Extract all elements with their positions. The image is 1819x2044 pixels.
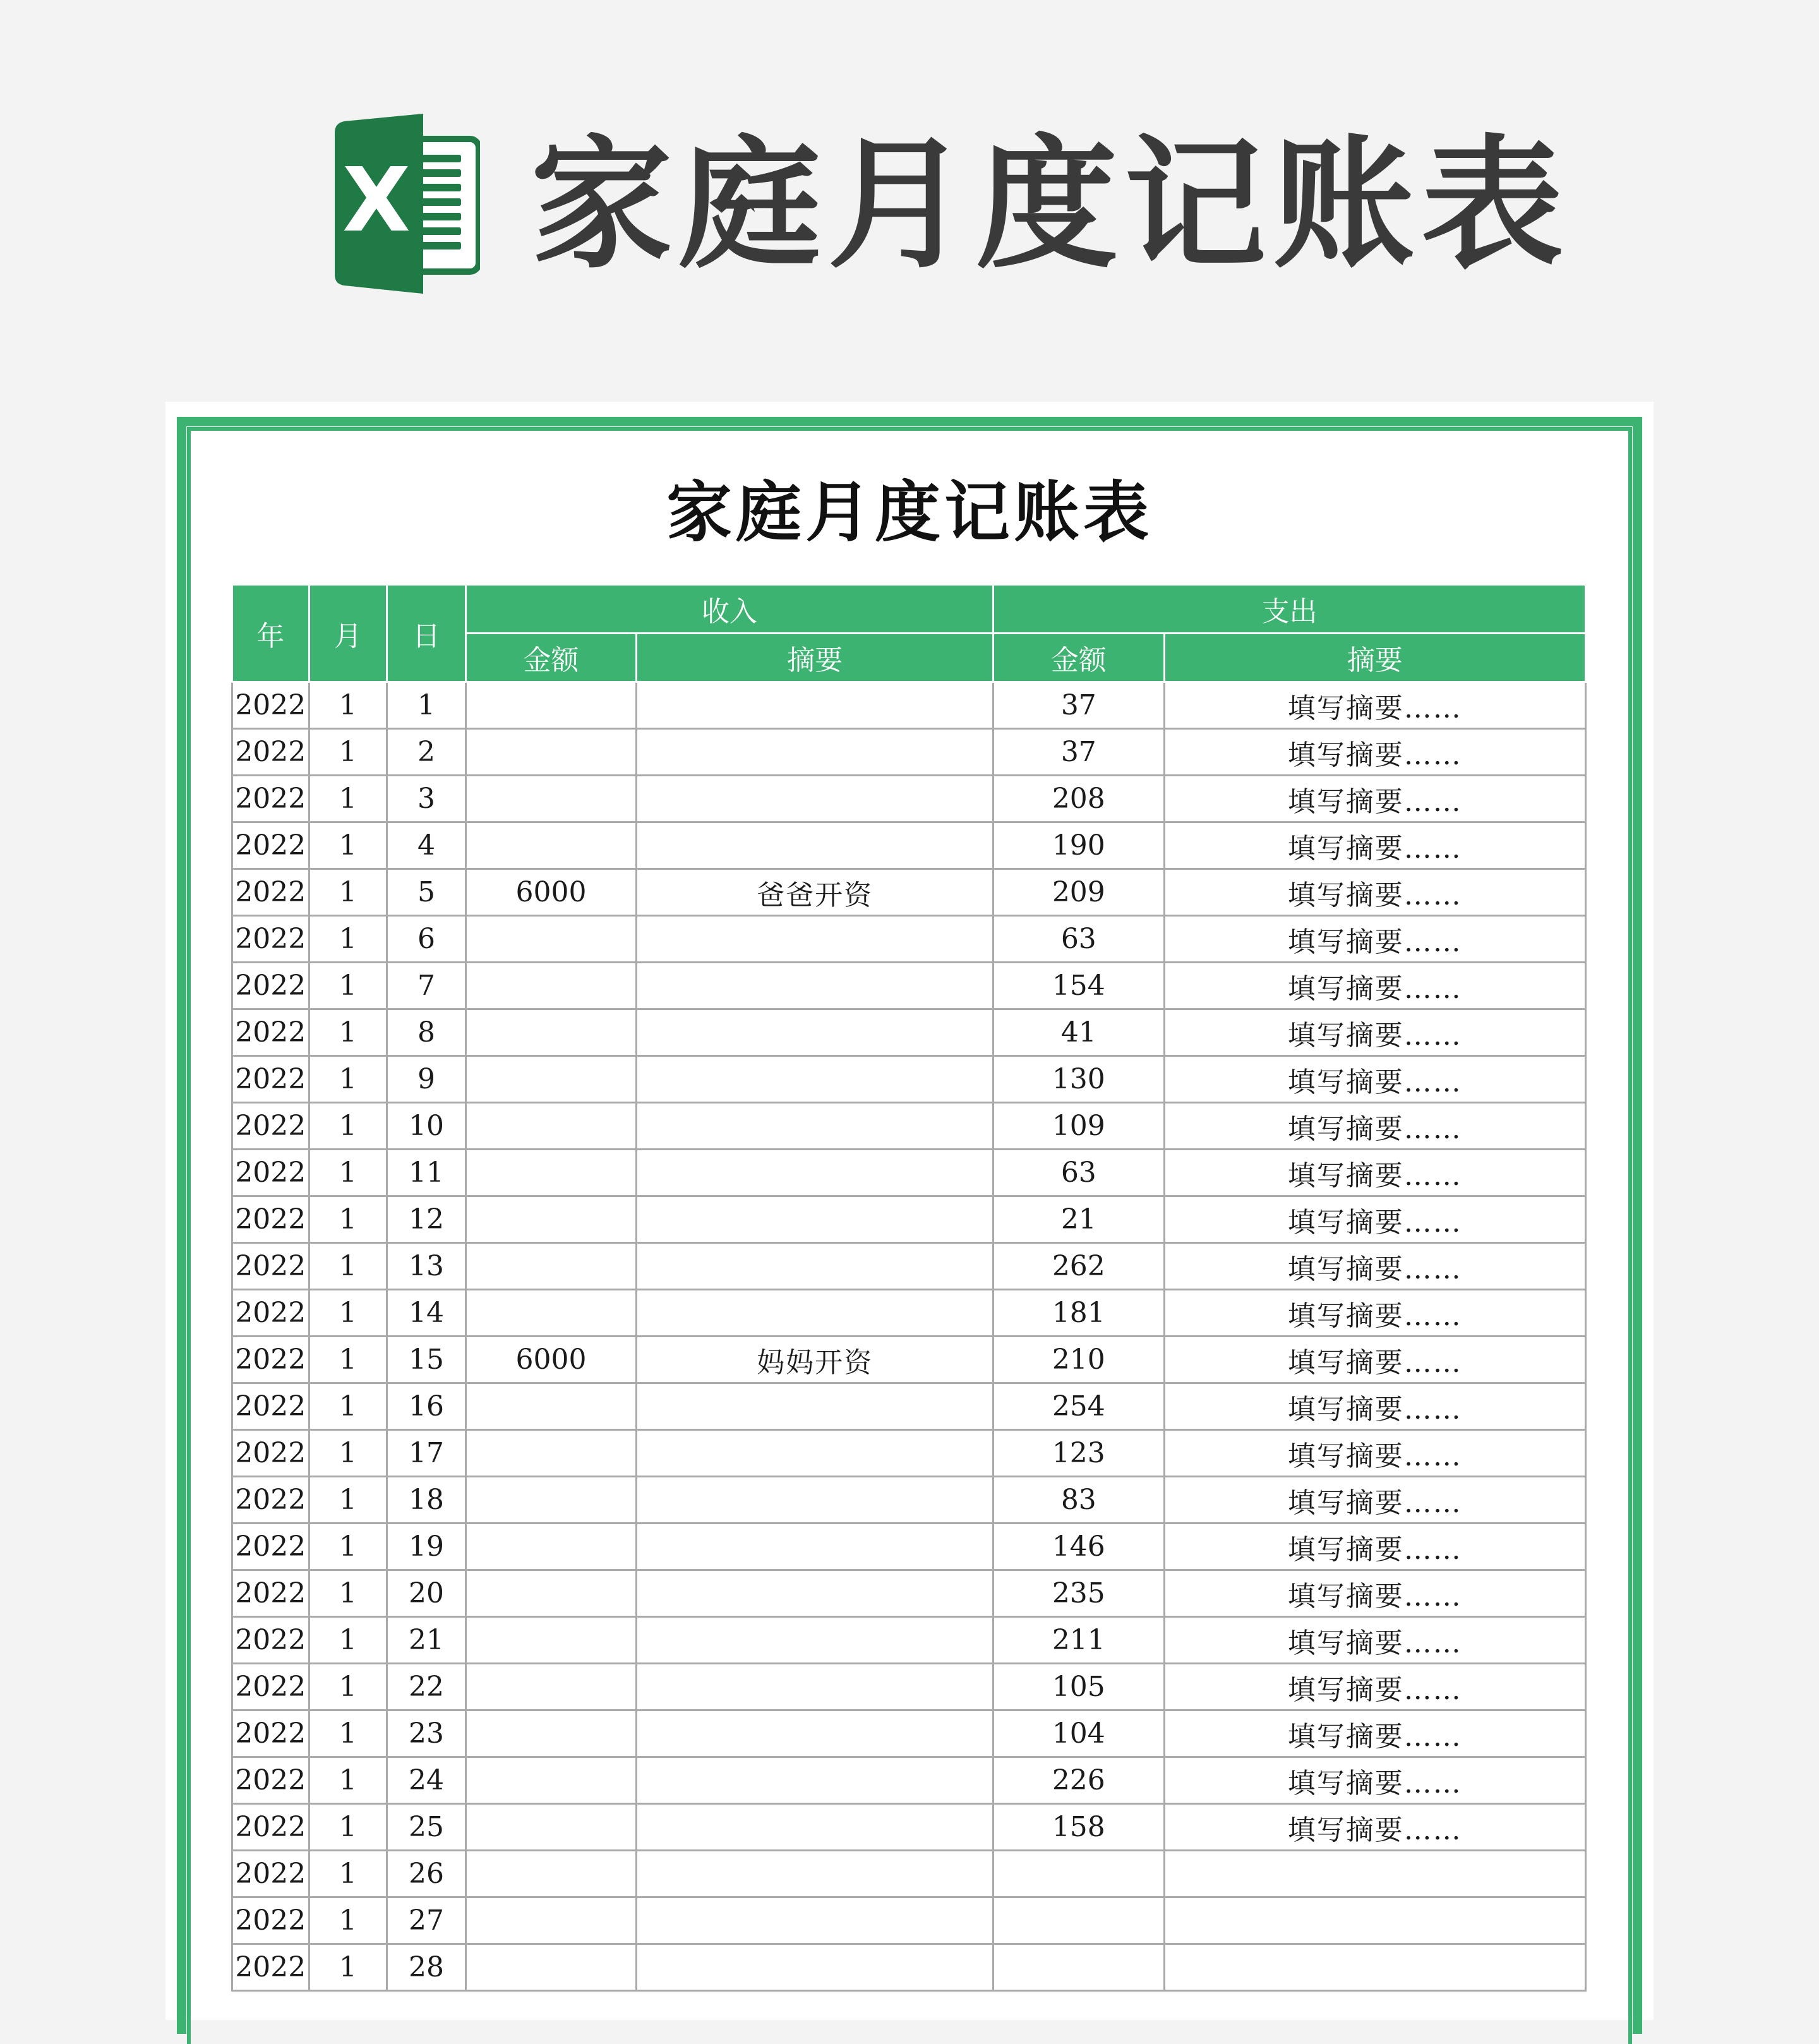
cell-expense-summary[interactable]: 填写摘要…… [1164,1430,1586,1477]
cell-day[interactable]: 2 [387,729,466,776]
cell-income-amount[interactable] [465,1664,636,1710]
cell-income-summary[interactable] [637,1009,994,1056]
cell-expense-summary[interactable]: 填写摘要…… [1164,1524,1586,1570]
cell-expense-amount[interactable]: 262 [994,1243,1164,1290]
cell-income-summary[interactable] [637,1617,994,1664]
cell-expense-amount[interactable]: 130 [994,1056,1164,1103]
table-row [232,1524,1586,1570]
table-row [232,1009,1586,1056]
cell-expense-amount[interactable]: 211 [994,1617,1164,1664]
cell-day[interactable]: 18 [387,1477,466,1524]
cell-income-amount[interactable] [465,1243,636,1290]
table-row [232,1477,1586,1524]
cell-income-amount[interactable] [465,1150,636,1196]
cell-expense-summary[interactable]: 填写摘要…… [1164,1570,1586,1617]
table-row [232,1710,1586,1757]
cell-income-amount[interactable]: 6000 [465,869,636,916]
cell-year[interactable]: 2022 [232,1337,309,1383]
cell-year[interactable]: 2022 [232,1196,309,1243]
cell-expense-summary[interactable]: 填写摘要…… [1164,1757,1586,1804]
cell-expense-amount[interactable]: 63 [994,1150,1164,1196]
cell-month[interactable]: 1 [309,1524,387,1570]
cell-expense-summary[interactable]: 填写摘要…… [1164,1243,1586,1290]
header-month: 月 [309,585,387,682]
cell-income-amount[interactable] [465,1617,636,1664]
cell-expense-amount[interactable]: 109 [994,1103,1164,1150]
cell-expense-amount[interactable]: 235 [994,1570,1164,1617]
table-row [232,1056,1586,1103]
cell-month[interactable]: 1 [309,1430,387,1477]
cell-income-summary[interactable] [637,1804,994,1851]
cell-income-amount[interactable] [465,822,636,869]
cell-income-amount[interactable] [465,1897,636,1944]
cell-income-summary[interactable] [637,963,994,1009]
cell-income-amount[interactable] [465,1477,636,1524]
cell-year[interactable]: 2022 [232,682,309,729]
cell-expense-summary[interactable]: 填写摘要…… [1164,1150,1586,1196]
cell-expense-amount[interactable]: 63 [994,916,1164,963]
cell-expense-summary[interactable]: 填写摘要…… [1164,1617,1586,1664]
cell-income-amount[interactable] [465,1383,636,1430]
table-row [232,869,1586,916]
cell-year[interactable]: 2022 [232,1056,309,1103]
cell-day[interactable]: 20 [387,1570,466,1617]
cell-expense-summary[interactable]: 填写摘要…… [1164,1337,1586,1383]
cell-income-amount[interactable] [465,1290,636,1337]
cell-year[interactable]: 2022 [232,1851,309,1897]
table-row [232,1337,1586,1383]
cell-expense-summary[interactable]: 填写摘要…… [1164,1710,1586,1757]
cell-day[interactable]: 5 [387,869,466,916]
cell-income-amount[interactable] [465,963,636,1009]
cell-income-summary[interactable] [637,822,994,869]
cell-income-summary[interactable] [637,729,994,776]
cell-expense-amount[interactable]: 208 [994,776,1164,822]
cell-income-summary[interactable] [637,1196,994,1243]
cell-expense-summary[interactable]: 填写摘要…… [1164,1477,1586,1524]
cell-month[interactable]: 1 [309,963,387,1009]
cell-year[interactable]: 2022 [232,1243,309,1290]
cell-income-amount[interactable] [465,1570,636,1617]
cell-expense-summary[interactable]: 填写摘要…… [1164,1196,1586,1243]
cell-income-summary[interactable] [637,1524,994,1570]
table-row [232,1570,1586,1617]
cell-day[interactable]: 28 [387,1944,466,1991]
sheet-title: 家庭月度记账表 [666,474,1153,551]
cell-day[interactable]: 23 [387,1710,466,1757]
cell-expense-amount[interactable]: 123 [994,1430,1164,1477]
cell-month[interactable]: 1 [309,1944,387,1991]
cell-expense-amount[interactable] [994,1897,1164,1944]
cell-year[interactable]: 2022 [232,869,309,916]
cell-year[interactable]: 2022 [232,1290,309,1337]
cell-day[interactable]: 6 [387,916,466,963]
cell-day[interactable]: 15 [387,1337,466,1383]
cell-expense-amount[interactable]: 210 [994,1337,1164,1383]
cell-day[interactable]: 13 [387,1243,466,1290]
cell-expense-amount[interactable]: 37 [994,682,1164,729]
cell-year[interactable]: 2022 [232,1570,309,1617]
cell-income-amount[interactable] [465,1757,636,1804]
cell-year[interactable]: 2022 [232,1804,309,1851]
cell-income-summary[interactable] [637,682,994,729]
page-header [0,0,1819,392]
cell-day[interactable]: 27 [387,1897,466,1944]
cell-month[interactable]: 1 [309,1103,387,1150]
cell-income-amount[interactable] [465,1196,636,1243]
cell-month[interactable]: 1 [309,1757,387,1804]
table-row [232,916,1586,963]
cell-income-summary[interactable] [637,1430,994,1477]
cell-income-summary[interactable] [637,1851,994,1897]
excel-icon [335,114,480,294]
cell-month[interactable]: 1 [309,1477,387,1524]
cell-month[interactable]: 1 [309,1337,387,1383]
cell-income-amount[interactable] [465,776,636,822]
cell-month[interactable]: 1 [309,682,387,729]
cell-day[interactable]: 22 [387,1664,466,1710]
cell-income-amount[interactable] [465,1851,636,1897]
cell-income-summary[interactable] [637,1710,994,1757]
cell-year[interactable]: 2022 [232,1617,309,1664]
cell-year[interactable]: 2022 [232,729,309,776]
cell-day[interactable]: 17 [387,1430,466,1477]
cell-day[interactable]: 26 [387,1851,466,1897]
cell-year[interactable]: 2022 [232,1430,309,1477]
cell-month[interactable]: 1 [309,916,387,963]
cell-income-amount[interactable] [465,916,636,963]
header-income: 收入 [465,585,993,634]
table-row [232,1150,1586,1196]
cell-year[interactable]: 2022 [232,1150,309,1196]
cell-income-summary[interactable] [637,1056,994,1103]
cell-expense-summary[interactable]: 填写摘要…… [1164,1290,1586,1337]
header-day: 日 [387,585,466,682]
cell-income-amount[interactable] [465,1804,636,1851]
table-row [232,1851,1586,1897]
ledger-body [232,682,1586,1991]
cell-expense-amount[interactable]: 83 [994,1477,1164,1524]
cell-day[interactable]: 25 [387,1804,466,1851]
cell-expense-amount[interactable]: 181 [994,1290,1164,1337]
cell-income-summary[interactable] [637,1757,994,1804]
cell-year[interactable]: 2022 [232,1103,309,1150]
cell-income-amount[interactable] [465,1009,636,1056]
spreadsheet-card [165,402,1654,2020]
cell-expense-summary[interactable]: 填写摘要…… [1164,1009,1586,1056]
ledger-table [231,584,1587,1992]
cell-income-amount[interactable] [465,1944,636,1991]
cell-expense-amount[interactable]: 37 [994,729,1164,776]
cell-income-amount[interactable] [465,1710,636,1757]
cell-day[interactable]: 14 [387,1290,466,1337]
table-row [232,1757,1586,1804]
cell-year[interactable]: 2022 [232,1477,309,1524]
header-expense: 支出 [994,585,1586,634]
cell-income-summary[interactable] [637,1944,994,1991]
cell-expense-summary[interactable]: 填写摘要…… [1164,729,1586,776]
cell-day[interactable]: 19 [387,1524,466,1570]
cell-income-summary[interactable] [637,1290,994,1337]
cell-expense-amount[interactable]: 226 [994,1757,1164,1804]
cell-income-summary[interactable] [637,1897,994,1944]
cell-expense-amount[interactable]: 104 [994,1710,1164,1757]
cell-income-summary[interactable] [637,1664,994,1710]
cell-day[interactable]: 3 [387,776,466,822]
cell-day[interactable]: 21 [387,1617,466,1664]
cell-income-summary[interactable] [637,1243,994,1290]
cell-expense-amount[interactable]: 41 [994,1009,1164,1056]
cell-expense-summary[interactable]: 填写摘要…… [1164,916,1586,963]
header-income-summary: 摘要 [637,634,994,682]
header-income-amount: 金额 [465,634,636,682]
cell-day[interactable]: 9 [387,1056,466,1103]
cell-year[interactable]: 2022 [232,1710,309,1757]
table-row [232,822,1586,869]
table-row [232,1944,1586,1991]
cell-expense-amount[interactable]: 190 [994,822,1164,869]
cell-expense-summary[interactable]: 填写摘要…… [1164,822,1586,869]
table-row [232,963,1586,1009]
cell-expense-summary[interactable]: 填写摘要…… [1164,869,1586,916]
cell-expense-summary[interactable] [1164,1851,1586,1897]
cell-expense-amount[interactable]: 209 [994,869,1164,916]
cell-expense-amount[interactable] [994,1851,1164,1897]
cell-day[interactable]: 16 [387,1383,466,1430]
cell-year[interactable]: 2022 [232,1944,309,1991]
cell-month[interactable]: 1 [309,1290,387,1337]
table-row [232,729,1586,776]
cell-year[interactable]: 2022 [232,1897,309,1944]
cell-income-summary[interactable]: 妈妈开资 [637,1337,994,1383]
cell-expense-summary[interactable]: 填写摘要…… [1164,1103,1586,1150]
cell-month[interactable]: 1 [309,869,387,916]
cell-month[interactable]: 1 [309,1243,387,1290]
cell-income-summary[interactable] [637,1570,994,1617]
cell-expense-summary[interactable]: 填写摘要…… [1164,1056,1586,1103]
cell-day[interactable]: 24 [387,1757,466,1804]
cell-day[interactable]: 11 [387,1150,466,1196]
logo-letter: X [342,149,411,252]
table-row [232,1243,1586,1290]
cell-month[interactable]: 1 [309,1056,387,1103]
cell-year[interactable]: 2022 [232,1524,309,1570]
cell-income-summary[interactable] [637,1383,994,1430]
cell-month[interactable]: 1 [309,729,387,776]
cell-expense-summary[interactable] [1164,1944,1586,1991]
cell-expense-summary[interactable]: 填写摘要…… [1164,1664,1586,1710]
cell-income-amount[interactable] [465,1056,636,1103]
cell-expense-summary[interactable]: 填写摘要…… [1164,1804,1586,1851]
cell-expense-amount[interactable]: 105 [994,1664,1164,1710]
cell-day[interactable]: 1 [387,682,466,729]
cell-day[interactable]: 8 [387,1009,466,1056]
cell-expense-summary[interactable]: 填写摘要…… [1164,682,1586,729]
cell-expense-summary[interactable]: 填写摘要…… [1164,963,1586,1009]
cell-month[interactable]: 1 [309,1383,387,1430]
cell-expense-summary[interactable]: 填写摘要…… [1164,1383,1586,1430]
table-row [232,1804,1586,1851]
cell-month[interactable]: 1 [309,1617,387,1664]
cell-income-summary[interactable] [637,1477,994,1524]
cell-expense-amount[interactable]: 154 [994,963,1164,1009]
cell-income-summary[interactable] [637,916,994,963]
cell-month[interactable]: 1 [309,1196,387,1243]
cell-day[interactable]: 10 [387,1103,466,1150]
table-row [232,1290,1586,1337]
cell-month[interactable]: 1 [309,1009,387,1056]
cell-month[interactable]: 1 [309,1710,387,1757]
cell-income-amount[interactable] [465,1103,636,1150]
table-row [232,1103,1586,1150]
cell-income-amount[interactable] [465,729,636,776]
cell-income-amount[interactable] [465,1524,636,1570]
cell-expense-amount[interactable]: 254 [994,1383,1164,1430]
cell-income-amount[interactable]: 6000 [465,1337,636,1383]
table-row [232,1617,1586,1664]
cell-month[interactable]: 1 [309,1897,387,1944]
cell-income-summary[interactable] [637,1150,994,1196]
cell-year[interactable]: 2022 [232,822,309,869]
cell-income-amount[interactable] [465,1430,636,1477]
cell-expense-amount[interactable]: 146 [994,1524,1164,1570]
cell-expense-amount[interactable] [994,1944,1164,1991]
cell-month[interactable]: 1 [309,1664,387,1710]
header-expense-summary: 摘要 [1164,634,1586,682]
cell-income-summary[interactable] [637,1103,994,1150]
table-row [232,1196,1586,1243]
table-row [232,1664,1586,1710]
cell-expense-amount[interactable]: 158 [994,1804,1164,1851]
cell-year[interactable]: 2022 [232,776,309,822]
cell-year[interactable]: 2022 [232,1757,309,1804]
cell-day[interactable]: 4 [387,822,466,869]
cell-year[interactable]: 2022 [232,1383,309,1430]
page-title: 家庭月度记账表 [531,123,1570,288]
header-row-1 [232,585,1586,634]
table-row [232,1383,1586,1430]
table-row [232,776,1586,822]
cell-month[interactable]: 1 [309,1150,387,1196]
cell-month[interactable]: 1 [309,822,387,869]
cell-month[interactable]: 1 [309,776,387,822]
cell-expense-amount[interactable]: 21 [994,1196,1164,1243]
cell-month[interactable]: 1 [309,1570,387,1617]
cell-income-summary[interactable] [637,776,994,822]
table-row [232,1897,1586,1944]
cell-year[interactable]: 2022 [232,1664,309,1710]
cell-year[interactable]: 2022 [232,916,309,963]
header-expense-amount: 金额 [994,634,1164,682]
cell-expense-summary[interactable]: 填写摘要…… [1164,776,1586,822]
cell-year[interactable]: 2022 [232,963,309,1009]
table-row [232,682,1586,729]
table-row [232,1430,1586,1477]
cell-day[interactable]: 7 [387,963,466,1009]
cell-day[interactable]: 12 [387,1196,466,1243]
cell-year[interactable]: 2022 [232,1009,309,1056]
cell-month[interactable]: 1 [309,1804,387,1851]
cell-expense-summary[interactable] [1164,1897,1586,1944]
header-year: 年 [232,585,309,682]
cell-month[interactable]: 1 [309,1851,387,1897]
cell-income-amount[interactable] [465,682,636,729]
cell-income-summary[interactable]: 爸爸开资 [637,869,994,916]
